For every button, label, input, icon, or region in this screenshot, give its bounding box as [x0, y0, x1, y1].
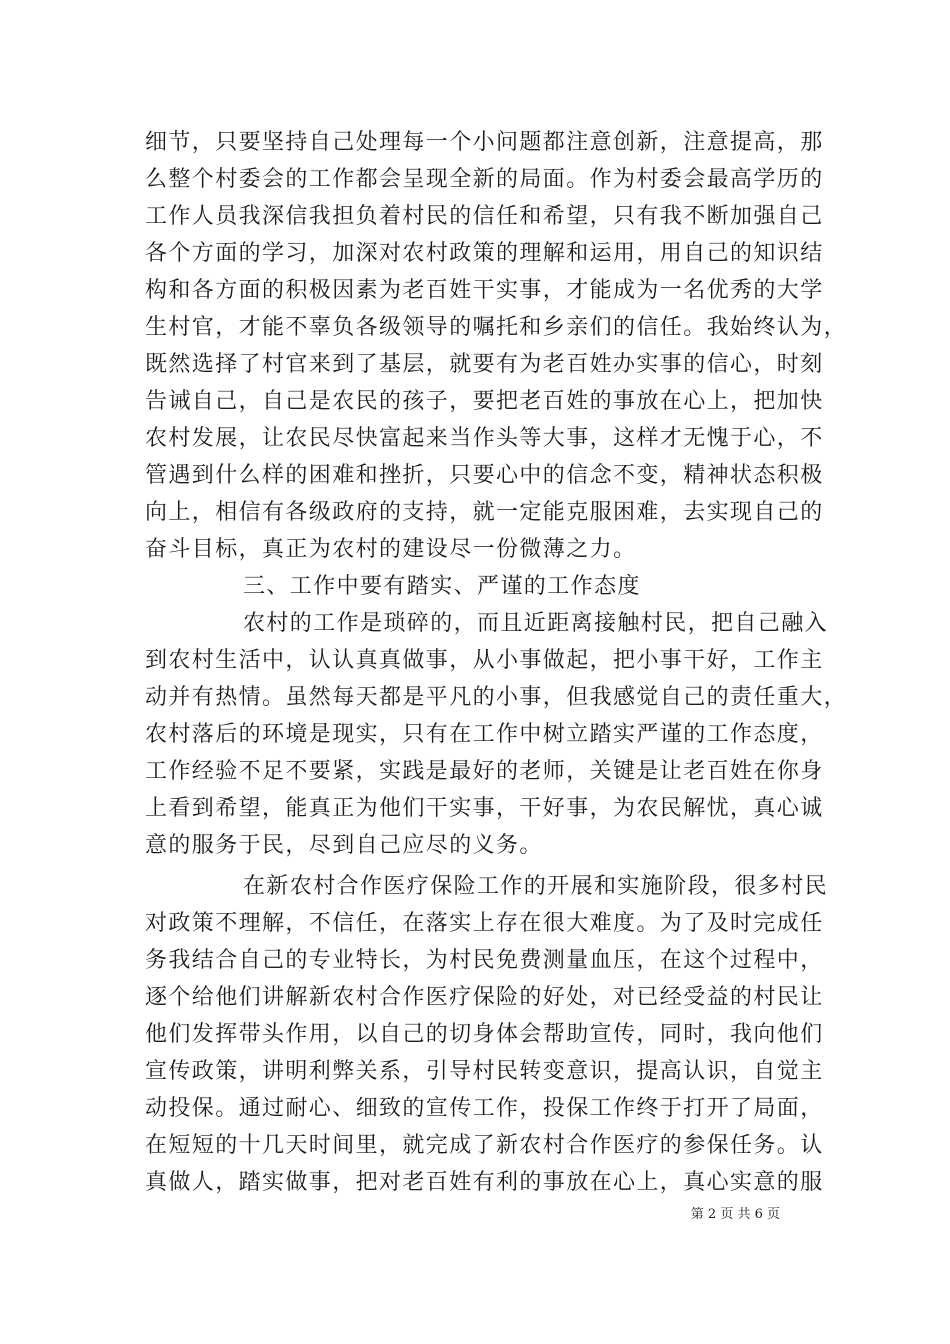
text-line: 么整个村委会的工作都会呈现全新的局面。作为村委会最高学历的 — [145, 167, 824, 192]
text-line: 他们发挥带头作用，以自己的切身体会帮助宣传，同时，我向他们 — [145, 1022, 824, 1047]
text-line: 在短短的十几天时间里，就完成了新农村合作医疗的参保任务。认 — [145, 1133, 824, 1158]
text-line: 奋斗目标，真正为农村的建设尽一份微薄之力。 — [145, 537, 637, 562]
text-line: 到农村生活中，认认真真做事，从小事做起，把小事干好，工作主 — [145, 648, 824, 673]
paragraph-first-line: 农村的工作是琐碎的，而且近距离接触村民，把自己融入 — [243, 611, 829, 636]
text-line: 向上，相信有各级政府的支持，就一定能克服困难，去实现自己的 — [145, 500, 824, 525]
text-line: 管遇到什么样的困难和挫折，只要心中的信念不变，精神状态积极 — [145, 463, 824, 488]
text-line: 上看到希望，能真正为他们干实事，干好事，为农民解忧，真心诚 — [145, 796, 824, 821]
text-line: 务我结合自己的专业特长，为村民免费测量血压，在这个过程中， — [145, 948, 824, 973]
page-footer: 第 2 页 共 6 页 — [690, 1207, 780, 1222]
text-line: 生村官，才能不辜负各级领导的嘱托和乡亲们的信任。我始终认为， — [145, 315, 848, 340]
text-line: 农村落后的环境是现实，只有在工作中树立踏实严谨的工作态度， — [145, 722, 824, 747]
text-line: 真做人，踏实做事，把对老百姓有利的事放在心上，真心实意的服 — [145, 1170, 824, 1195]
section-heading: 三、工作中要有踏实、严谨的工作态度 — [243, 574, 641, 599]
text-line: 各个方面的学习，加深对农村政策的理解和运用，用自己的知识结 — [145, 241, 824, 266]
text-line: 宣传政策，讲明利弊关系，引导村民转变意识，提高认识，自觉主 — [145, 1059, 824, 1084]
paragraph-first-line: 在新农村合作医疗保险工作的开展和实施阶段，很多村民 — [243, 874, 829, 899]
text-line: 对政策不理解，不信任，在落实上存在很大难度。为了及时完成任 — [145, 911, 824, 936]
text-line: 既然选择了村官来到了基层，就要有为老百姓办实事的信心，时刻 — [145, 352, 824, 377]
text-line: 农村发展，让农民尽快富起来当作头等大事，这样才无愧于心，不 — [145, 426, 824, 451]
text-line: 细节，只要坚持自己处理每一个小问题都注意创新，注意提高，那 — [145, 130, 824, 155]
text-line: 意的服务于民，尽到自己应尽的义务。 — [145, 833, 543, 858]
text-line: 构和各方面的积极因素为老百姓干实事，才能成为一名优秀的大学 — [145, 278, 824, 303]
text-line: 动投保。通过耐心、细致的宣传工作，投保工作终于打开了局面， — [145, 1096, 824, 1121]
text-line: 逐个给他们讲解新农村合作医疗保险的好处，对已经受益的村民让 — [145, 985, 824, 1010]
text-line: 告诫自己，自己是农民的孩子，要把老百姓的事放在心上，把加快 — [145, 389, 824, 414]
text-line: 工作人员我深信我担负着村民的信任和希望，只有我不断加强自己 — [145, 204, 824, 229]
text-line: 工作经验不足不要紧，实践是最好的老师，关键是让老百姓在你身 — [145, 759, 824, 784]
text-line: 动并有热情。虽然每天都是平凡的小事，但我感觉自己的责任重大， — [145, 685, 848, 710]
